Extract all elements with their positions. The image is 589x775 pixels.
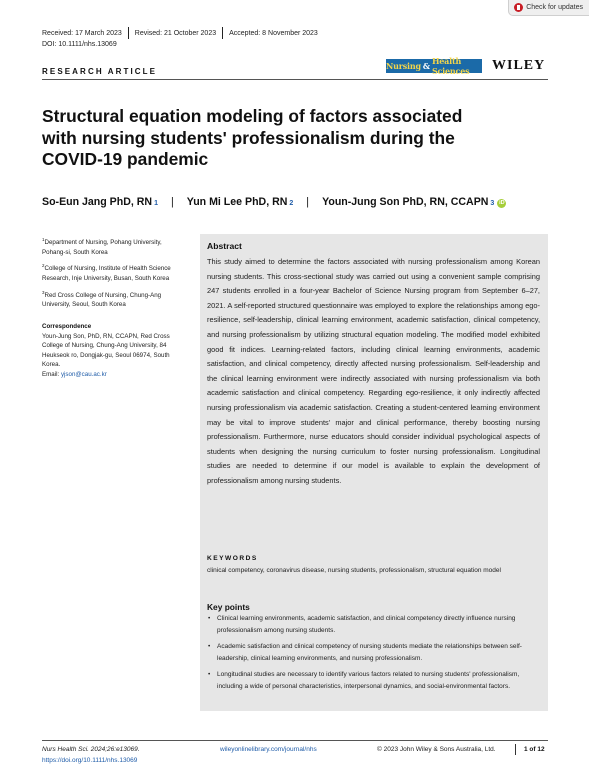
article-title: Structural equation modeling of factors associated with nursing students' professionalism during the COVID-19 pandemic [42, 106, 463, 169]
check-for-updates-label: Check for updates [526, 4, 583, 11]
revised-date: Revised: 21 October 2023 [134, 29, 217, 37]
footer-copyright: © 2023 John Wiley & Sons Australia, Ltd. [377, 746, 496, 753]
author-affiliation-ref[interactable]: 1 [154, 200, 158, 207]
key-points-list [207, 613, 541, 696]
date-divider [128, 27, 129, 39]
article-type: RESEARCH ARTICLE [42, 67, 158, 76]
affiliation-text: Department of Nursing, Pohang University, Pohang-si, South Korea [42, 239, 162, 256]
correspondence-address: Youn-Jung Son, PhD, RN, CCAPN, Red Cross College of Nursing, Chung-Ang University, 84 Heukseok ro, Dongjak-gu, Seoul 06974, South Korea. [42, 332, 170, 369]
key-point-item: • Clinical learning environments, academic satisfaction, and clinical competency directly influence nursing professionalism among nursing students. [207, 613, 541, 638]
correspondence [42, 322, 184, 380]
author-name[interactable]: Youn-Jung Son PhD, RN, CCAPN [322, 196, 489, 208]
journal-logo-left: Nursing [386, 61, 421, 71]
footer-citation: Nurs Health Sci. 2024;26:e13069. [42, 746, 140, 753]
footer-divider [515, 744, 516, 755]
publisher-logo[interactable]: WILEY [492, 58, 546, 73]
affiliation-item [42, 261, 182, 283]
correspondence-heading: Correspondence [42, 323, 92, 330]
header-rule [42, 79, 548, 80]
author-affiliation-ref[interactable]: 3 [490, 200, 495, 207]
affiliation-sup: 1 [42, 237, 45, 242]
affiliation-sup: 2 [42, 263, 45, 269]
orcid-icon[interactable]: iD [499, 200, 505, 206]
author-affiliation-ref[interactable]: 2 [289, 200, 294, 207]
key-points-heading: Key points [207, 602, 250, 612]
journal-logo[interactable] [386, 56, 482, 76]
update-badge-icon [514, 3, 523, 12]
history-dates [42, 27, 318, 39]
accepted-date: Accepted: 8 November 2023 [229, 29, 318, 37]
received-date: Received: 17 March 2023 [42, 29, 122, 37]
author-list [42, 196, 506, 209]
correspondence-email-line [42, 370, 184, 380]
check-for-updates-button[interactable] [508, 0, 589, 16]
date-divider [222, 27, 223, 39]
footer-doi-link[interactable]: https://doi.org/10.1111/nhs.13069 [42, 757, 138, 764]
page-number: 1 of 12 [524, 746, 545, 753]
footer-journal-url[interactable]: wileyonlinelibrary.com/journal/nhs [220, 746, 317, 753]
affiliation-text: College of Nursing, Institute of Health Science Research, Inje University, Busan, South Korea [42, 265, 171, 282]
key-point-item: • Academic satisfaction and clinical competency of nursing students mediate the relationships between self-leadership, clinical learning environments, and nursing professionalism. [207, 641, 541, 666]
keywords-heading: KEYWORDS [207, 555, 258, 562]
author-separator: | [306, 196, 310, 208]
author-name[interactable]: Yun Mi Lee PhD, RN [186, 196, 288, 208]
author-separator: | [170, 196, 174, 208]
email-label: Email: [42, 370, 60, 378]
affiliation-text: Red Cross College of Nursing, Chung-Ang University, Seoul, South Korea [42, 291, 162, 309]
abstract-heading: Abstract [207, 241, 242, 251]
affiliation-item [42, 235, 182, 257]
author-name[interactable]: So-Eun Jang PhD, RN [42, 196, 153, 208]
article-doi: DOI: 10.1111/nhs.13069 [42, 41, 117, 48]
affiliations [42, 235, 182, 314]
affiliation-item [42, 288, 182, 310]
journal-logo-right: Health Sciences [431, 56, 470, 76]
affiliation-sup: 3 [42, 289, 45, 295]
abstract-text: This study aimed to determine the factors associated with nursing professionalism among Korean nursing students. This cross-sectional study was carried out using a convenient sample comprising 247 students enrolled in a four-year Bachelor of Science Nursing program from September 6–27, 2021. A self-reported structured questionnaire was employed to explore the relationships among ego-resilience, self-leadership, clinical learning environment, academic satisfaction, clinical competency, and nursing professionalism by utilizing structural equation modeling. The modified model exhibited good fit indices. Learning-related factors, including clinical learning environments, academic satisfaction, and clinical competency, directly affected nursing professionalism. Self-leadership and the clinical learning environment were indirectly associated with nursing professionalism via both academic satisfaction and clinical competency. Regarding ego-resilience, it only indirectly affected nursing professionalism via academic satisfaction. Creating a student-centered learning environment may be vital to improve students' major and clinical performance, thereby boosting nursing professionalism. Furthermore, nurse educators should consider individual psychological aspects of students when designing the nursing curriculum to foster nursing professionalism. Longitudinal studies are needed to determine if our model is available to explain the development of professionalism among nursing students. [207, 257, 540, 485]
email-link[interactable]: yjson@cau.ac.kr [60, 370, 107, 378]
footer-rule [42, 740, 548, 741]
keywords-text: clinical competency, coronavirus disease, nursing students, professionalism, structural equation model [207, 567, 501, 574]
key-point-item: • Longitudinal studies are necessary to identify various factors related to nursing students' professionalism, including a wide of personal characteristics, interpersonal dynamics, and social-environmental factors. [207, 669, 541, 694]
journal-logo-amp: & [422, 61, 430, 71]
